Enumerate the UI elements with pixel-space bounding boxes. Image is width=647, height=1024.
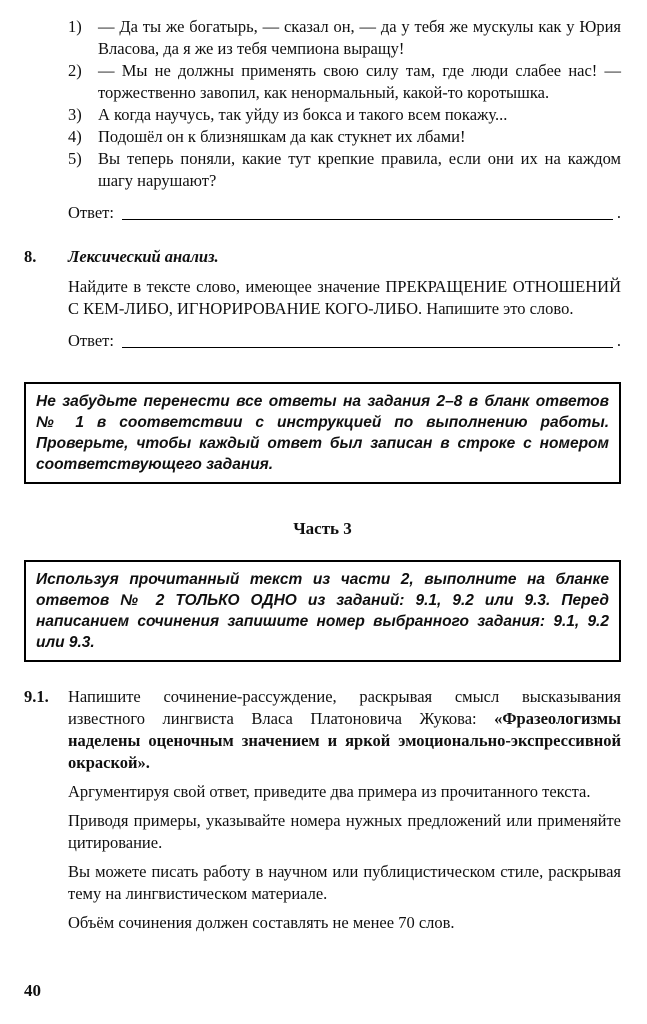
answer-blank-line <box>122 347 613 348</box>
task-8-title: Лексический анализ. <box>68 247 219 266</box>
answer-dot: . <box>616 203 621 222</box>
task-8-number: 8. <box>24 247 37 266</box>
list-item <box>68 126 621 148</box>
list-item-number: 4) <box>68 127 82 146</box>
part-3-heading: Часть 3 <box>293 519 352 538</box>
task-8-body <box>68 246 621 352</box>
list-item-number: 3) <box>68 105 82 124</box>
list-item <box>68 104 621 126</box>
list-item-text: Подошёл он к близняшкам да как стукнет их лбами! <box>98 127 466 146</box>
list-item <box>68 16 621 60</box>
task-9-1-paragraph-1 <box>68 686 621 774</box>
answer-dot: . <box>616 331 621 350</box>
list-item <box>68 60 621 104</box>
task-9-1-paragraph-5: Объём сочинения должен составлять не менее 70 слов. <box>68 913 455 932</box>
task-9-1-number: 9.1. <box>24 687 49 706</box>
task-9-1-body <box>68 686 621 941</box>
task-9-1-paragraph-3: Приводя примеры, указывайте номера нужных предложений или применяйте цитирование. <box>68 811 621 852</box>
answer-label: Ответ: <box>68 331 114 350</box>
task-9-1-paragraph-1-normal: Напишите сочинение-рассуждение, раскрывая смысл высказывания известного лингвиста Власа Платоновича Жукова: <box>68 687 621 728</box>
list-item <box>68 148 621 192</box>
sentence-list <box>68 16 621 192</box>
answer-row <box>68 202 621 224</box>
notice-box-transfer-answers: Не забудьте перенести все ответы на задания 2–8 в бланк ответов № 1 в соответствии с инструкцией по выполнению работы. Проверьте, чтобы каждый ответ был записан в строке с номером соответствующего задания. <box>24 382 621 484</box>
list-item-number: 1) <box>68 17 82 36</box>
list-item-text: Вы теперь поняли, какие тут крепкие правила, если они их на каждом шагу нарушают? <box>98 149 621 190</box>
list-item-text: — Да ты же богатырь, — сказал он, — да у тебя же мускулы как у Юрия Власова, да я же из тебя чемпиона выращу! <box>98 17 621 58</box>
task-9-1-quote: «Фразеологизмы наделены оценочным значением и яркой эмоционально-экспрессивной окраской». <box>68 709 621 772</box>
notice-box-essay-choice: Используя прочитанный текст из части 2, выполните на бланке ответов № 2 ТОЛЬКО ОДНО из заданий: 9.1, 9.2 или 9.3. Перед написанием сочинения запишите номер выбранного задания: 9.1, 9.2 или 9.3. <box>24 560 621 662</box>
list-item-text: А когда научусь, так уйду из бокса и такого всем покажу... <box>98 105 508 124</box>
answer-row <box>68 330 621 352</box>
task-9-1-paragraph-2: Аргументируя свой ответ, приведите два примера из прочитанного текста. <box>68 782 591 801</box>
task-9-1-paragraph-4: Вы можете писать работу в научном или публицистическом стиле, раскрывая тему на лингвистическом материале. <box>68 862 621 903</box>
page-number: 40 <box>24 981 41 1000</box>
task-8 <box>24 246 621 352</box>
answer-blank-line <box>122 219 613 220</box>
list-item-text: — Мы не должны применять свою силу там, где люди слабее нас! — торжественно завопил, как ненормальный, какой-то коротышка. <box>98 61 621 102</box>
list-item-number: 2) <box>68 61 82 80</box>
answer-label: Ответ: <box>68 203 114 222</box>
list-item-number: 5) <box>68 149 82 168</box>
task-9-1 <box>24 686 621 941</box>
task-8-text: Найдите в тексте слово, имеющее значение ПРЕКРАЩЕНИЕ ОТНОШЕНИЙ С КЕМ-ЛИБО, ИГНОРИРОВАНИЕ КОГО-ЛИБО. Напишите это слово. <box>68 277 621 318</box>
